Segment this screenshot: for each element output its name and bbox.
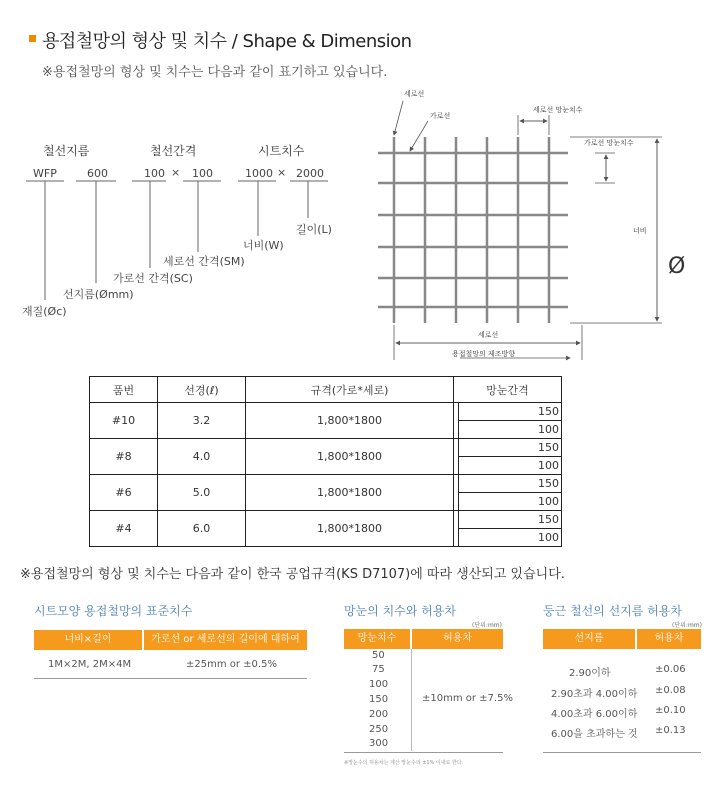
label-horizontal-wire: 가로선	[430, 112, 451, 120]
std-divider	[34, 678, 307, 679]
label-sm: 세로선 간격(SM)	[163, 255, 245, 268]
label-diameter: 선지름(Ømm)	[63, 288, 134, 301]
cell-diameter: 3.2	[158, 403, 246, 439]
label-vertical-mesh-size: 세로선 망눈치수	[533, 106, 583, 114]
dia-row-diameter: 4.00초과 6.00이하	[551, 709, 638, 720]
cell-diameter: 6.0	[158, 511, 246, 547]
header-mesh: 망눈간격	[454, 377, 562, 403]
cell-mesh	[454, 511, 562, 547]
cell-part-no: #8	[90, 439, 158, 475]
table-row	[90, 511, 562, 547]
code-wfp: WFP	[33, 167, 57, 180]
label-material: 재질(Øc)	[22, 305, 67, 318]
label-horizontal-mesh-size: 가로선 망눈치수	[584, 139, 634, 147]
dia-header-tolerance: 허용차	[637, 629, 701, 649]
cell-size: 1,800*1800	[246, 475, 454, 511]
dia-row-diameter: 2.90초과 4.00이하	[551, 689, 638, 700]
cell-size: 1,800*1800	[246, 403, 454, 439]
dia-row-diameter: 6.00을 초과하는 것	[551, 729, 638, 740]
dia-divider	[543, 752, 701, 753]
cell-size: 1,800*1800	[246, 511, 454, 547]
mesh-size-item: 75	[372, 664, 385, 675]
header-part-no: 품번	[90, 377, 158, 403]
table-row	[90, 475, 562, 511]
mesh-size-item: 50	[372, 650, 385, 661]
header-diameter: 선경(ℓ)	[158, 377, 246, 403]
label-width-mesh: 너비	[633, 227, 647, 235]
mesh-size-item: 250	[369, 724, 389, 735]
mesh-value: 100	[538, 495, 559, 508]
std-cell-tolerance: ±25mm or ±0.5%	[186, 659, 277, 670]
label-sc: 가로선 간격(SC)	[113, 272, 193, 285]
group-wire-diameter: 철선지름	[43, 144, 90, 158]
cell-diameter: 5.0	[158, 475, 246, 511]
mesh-table-title: 망눈의 치수와 허용차	[344, 604, 456, 618]
mesh-value: 100	[538, 423, 559, 436]
label-width: 너비(W)	[243, 239, 284, 252]
dia-table-title: 둥근 철선의 선지름 허용차	[543, 604, 682, 618]
mesh-value: 150	[459, 439, 561, 457]
mesh-divider	[344, 752, 503, 753]
dia-row-tolerance: ±0.10	[655, 705, 686, 716]
diameter-symbol: Ø	[668, 254, 686, 279]
table-row	[90, 439, 562, 475]
cell-mesh	[454, 403, 562, 439]
std-header-tolerance: 가로선 or 세로선의 길이에 대하여	[144, 630, 307, 650]
mesh-table-unit: (단위:mm)	[472, 622, 502, 629]
label-vertical-wire: 세로선	[404, 90, 425, 98]
dia-row-tolerance: ±0.13	[655, 725, 686, 736]
page-title: 용접철망의 형상 및 치수 / Shape & Dimension	[42, 31, 412, 52]
mesh-header-tolerance: 허용차	[412, 629, 503, 649]
mesh-size-item: 150	[369, 694, 389, 705]
cell-part-no: #6	[90, 475, 158, 511]
mesh-tolerance-value: ±10mm or ±7.5%	[422, 693, 513, 704]
cell-size: 1,800*1800	[246, 439, 454, 475]
mesh-value: 150	[459, 403, 561, 421]
cell-mesh	[454, 439, 562, 475]
cell-part-no: #10	[90, 403, 158, 439]
code-times-2: ×	[277, 166, 287, 179]
group-sheet-size: 시트치수	[258, 144, 305, 158]
dia-row-tolerance: ±0.06	[655, 664, 686, 675]
std-header-size: 너비×길이	[34, 630, 142, 650]
dia-row-diameter: 2.90이하	[569, 668, 611, 679]
header-size: 규격(가로*세로)	[246, 377, 454, 403]
label-length: 길이(L)	[296, 223, 332, 236]
mesh-value: 150	[459, 475, 561, 493]
mesh-size-item: 100	[369, 679, 389, 690]
table-row	[90, 403, 562, 439]
dia-row-tolerance: ±0.08	[655, 685, 686, 696]
dia-header-diameter: 선지름	[543, 629, 635, 649]
cell-mesh	[454, 475, 562, 511]
code-600: 600	[87, 167, 108, 180]
std-cell-size: 1M×2M, 2M×4M	[48, 659, 132, 670]
mesh-value: 100	[538, 459, 559, 472]
mesh-value: 150	[459, 511, 561, 529]
mesh-size-item: 300	[369, 738, 389, 749]
mesh-size-item: 200	[369, 709, 389, 720]
mesh-header-size: 망눈치수	[344, 629, 410, 649]
page-subtitle: ※용접철망의 형상 및 치수는 다음과 같이 표기하고 있습니다.	[42, 65, 388, 80]
code-2000: 2000	[296, 167, 324, 180]
code-times-1: ×	[171, 166, 181, 179]
dia-table-unit: (단위:mm)	[672, 622, 702, 629]
ks-standard-note: ※용접철망의 형상 및 치수는 다음과 같이 한국 공업규격(KS D7107)에 따라 생산되고 있습니다.	[20, 567, 565, 582]
code-100-b: 100	[192, 167, 213, 180]
label-bottom-wire: 세로선	[478, 331, 499, 339]
group-wire-spacing: 철선간격	[150, 144, 197, 158]
label-direction: 용접철망의 제조방향	[452, 350, 516, 358]
spec-table	[89, 376, 562, 547]
mesh-column-divider	[411, 649, 412, 751]
code-100-a: 100	[144, 167, 165, 180]
mesh-value: 100	[538, 531, 559, 544]
cell-part-no: #4	[90, 511, 158, 547]
cell-diameter: 4.0	[158, 439, 246, 475]
code-1000: 1000	[245, 167, 273, 180]
std-table-title: 시트모양 용접철망의 표준치수	[34, 604, 193, 618]
mesh-footnote: ※망눈수의 허용차는 계산 망눈수의 ±1% 이내로 한다.	[344, 760, 464, 766]
